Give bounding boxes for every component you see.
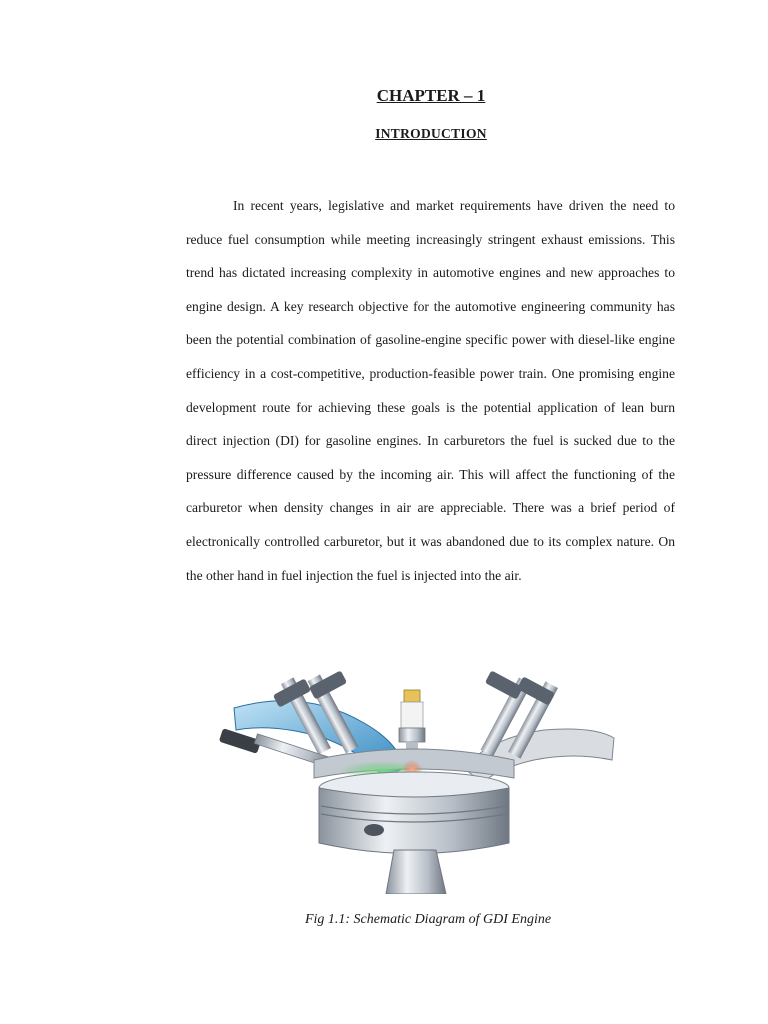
section-title: INTRODUCTION: [375, 126, 487, 141]
intro-paragraph: In recent years, legislative and market requirements have driven the need to reduce fuel consumption while meeting increasingly stringent exhaust emissions. This trend has dictated increasing complexity in automotive engines and new approaches to engine design. A key research objective for the automotive engineering community has been the potential combination of gasoline-engine specific power with diesel-like engine efficiency in a cost-competitive, production-feasible power train. One promising engine development route for achieving these goals is the potential application of lean burn direct injection (DI) for gasoline engines. In carburetors the fuel is sucked due to the pressure difference caused by the incoming air. This will affect the functioning of the carburetor when density changes in air are appreciable. There was a brief period of electronically controlled carburetor, but it was abandoned due to its complex nature. On the other hand in fuel injection the fuel is injected into the air.: [186, 198, 675, 583]
connecting-rod: [386, 850, 446, 894]
piston: [319, 772, 509, 854]
figure-caption: Fig 1.1: Schematic Diagram of GDI Engine: [304, 912, 552, 927]
chapter-title: CHAPTER – 1: [376, 86, 486, 105]
gdi-engine-illustration: [214, 668, 634, 894]
gdi-engine-figure: [214, 668, 634, 894]
